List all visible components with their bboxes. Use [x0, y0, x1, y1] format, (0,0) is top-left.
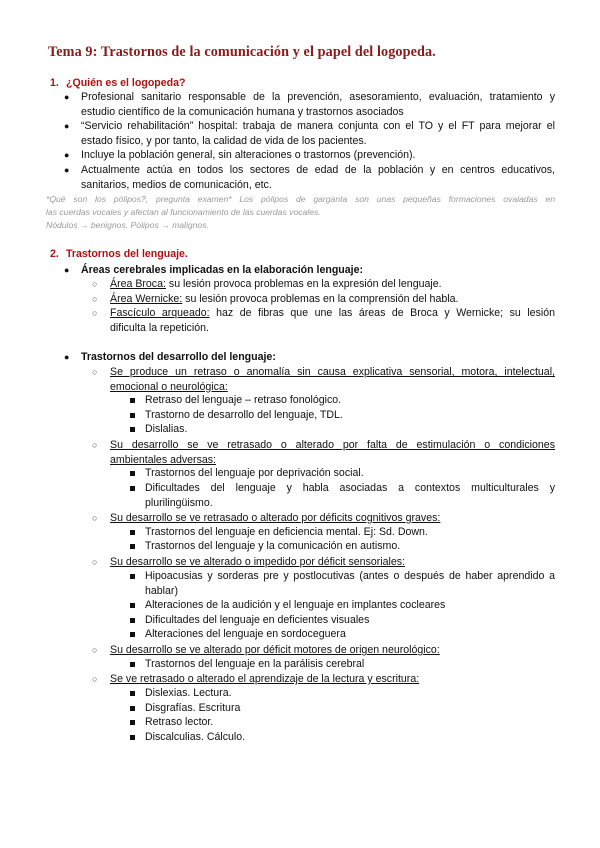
square-bullet-icon: [130, 735, 135, 740]
circle-bullet-icon: ○: [92, 308, 98, 318]
square-bullet-icon: [130, 471, 135, 476]
group-2-line-2: ambientales adversas:: [110, 453, 216, 466]
circle-bullet-icon: ○: [92, 294, 98, 304]
square-bullet-icon: [130, 413, 135, 418]
circle-bullet-icon: ○: [92, 557, 98, 567]
square-bullet-icon: [130, 398, 135, 403]
group-5-item-1: Trastornos del lenguaje en la parálisis cerebral: [145, 658, 365, 670]
square-bullet-icon: [130, 427, 135, 432]
s1-bullet-1-line-1: Profesional sanitario responsable de la prevención, asesoramiento, evaluación, tratamiento y: [81, 91, 555, 103]
bullet-icon: ●: [64, 352, 70, 362]
exam-note-line-2: las cuerdas vocales y afectan al funcionamiento de las cuerdas vocales.: [46, 207, 321, 217]
document-title: Tema 9: Trastornos de la comunicación y el papel del logopeda.: [48, 44, 436, 60]
group-6-item-2: Disgrafías. Escritura: [145, 702, 241, 714]
group-4-item-1-line-1: Hipoacusias y sorderas pre y postlocutivas (antes o después de haber aprendido a: [145, 570, 555, 582]
square-bullet-icon: [130, 574, 135, 579]
square-bullet-icon: [130, 706, 135, 711]
square-bullet-icon: [130, 618, 135, 623]
area-broca-term: Área Broca:: [110, 278, 166, 290]
group-2-item-2-line-2: plurilingüismo.: [145, 496, 213, 509]
square-bullet-icon: [130, 530, 135, 535]
s1-bullet-4-line-2: sanitarios, medios de comunicación, etc.: [81, 178, 272, 191]
square-bullet-icon: [130, 720, 135, 725]
group-4-item-4: Alteraciones del lenguaje en sordoceguera: [145, 628, 346, 640]
square-bullet-icon: [130, 662, 135, 667]
section-1-number: 1.: [50, 77, 59, 89]
group-3-item-1: Trastornos del lenguaje en deficiencia mental. Ej: Sd. Down.: [145, 526, 428, 538]
group-1-line-1: Se produce un retraso o anomalía sin causa explicativa sensorial, motora, intelectual,: [110, 366, 555, 378]
group-4-item-2: Alteraciones de la audición y el lenguaje en implantes cocleares: [145, 599, 446, 611]
group-6-item-3: Retraso lector.: [145, 716, 214, 728]
square-bullet-icon: [130, 603, 135, 608]
bullet-icon: ●: [64, 265, 70, 275]
group-1-item-3: Dislalias.: [145, 423, 188, 435]
group-2-item-1: Trastornos del lenguaje por deprivación social.: [145, 467, 364, 479]
s1-bullet-2-line-2: estado físico, y por tanto, la calidad de vida de los pacientes.: [81, 134, 367, 147]
s1-bullet-3-line-1: Incluye la población general, sin alteraciones o trastornos (prevención).: [81, 149, 416, 161]
group-3-line-1: Su desarrollo se ve retrasado o alterado por déficits cognitivos graves:: [110, 512, 441, 524]
area-wernicke-term: Área Wernicke:: [110, 293, 183, 305]
group-4-item-1-line-2: hablar): [145, 584, 178, 597]
square-bullet-icon: [130, 691, 135, 696]
area-wernicke: [110, 292, 458, 307]
section-2-heading: [50, 248, 188, 260]
area-wernicke-text: su lesión provoca problemas en la comprensión del habla.: [182, 293, 459, 305]
area-fasciculo-term: Fascículo arqueado:: [110, 307, 210, 319]
group-6-line-1: Se ve retrasado o alterado el aprendizaje de la lectura y escritura:: [110, 673, 420, 685]
bullet-icon: ●: [64, 92, 70, 102]
square-bullet-icon: [130, 486, 135, 491]
square-bullet-icon: [130, 632, 135, 637]
group-2-item-2-line-1: Dificultades del lenguaje y habla asociadas a contextos multiculturales y: [145, 482, 555, 494]
circle-bullet-icon: ○: [92, 513, 98, 523]
circle-bullet-icon: ○: [92, 367, 98, 377]
exam-note-line-3: Nódulos → benignos. Pólipos → malignos.: [46, 220, 209, 230]
circle-bullet-icon: ○: [92, 440, 98, 450]
group-3-item-2: Trastornos del lenguaje y la comunicación en autismo.: [145, 540, 401, 552]
circle-bullet-icon: ○: [92, 279, 98, 289]
section-1-title: ¿Quién es el logopeda?: [66, 77, 186, 89]
s1-bullet-2-line-1: “Servicio rehabilitación” hospital: trabaja de manera conjunta con el TO y el FT para mejorar el: [81, 120, 555, 132]
group-6-item-1: Dislexias. Lectura.: [145, 687, 232, 699]
group-1-item-1: Retraso del lenguaje – retraso fonológico.: [145, 394, 342, 406]
group-6-item-4: Discalculias. Cálculo.: [145, 731, 246, 743]
section-2-number: 2.: [50, 248, 59, 260]
group-2-line-1: Su desarrollo se ve retrasado o alterado por falta de estimulación o condiciones: [110, 439, 555, 451]
s1-bullet-1-line-2: estudio científico de la comunicación humana y trastornos asociados: [81, 105, 404, 118]
group-4-line-1: Su desarrollo se ve alterado o impedido por déficit sensoriales:: [110, 556, 406, 568]
circle-bullet-icon: ○: [92, 645, 98, 655]
group-4-item-3: Dificultades del lenguaje en deficientes visuales: [145, 614, 370, 626]
group-1-line-2: emocional o neurológica:: [110, 380, 228, 393]
area-broca: [110, 277, 442, 292]
bullet-icon: ●: [64, 165, 70, 175]
area-fasciculo-line-2: dificulta la repetición.: [110, 321, 209, 334]
group-1-item-2: Trastorno de desarrollo del lenguaje, TDL.: [145, 409, 343, 421]
area-fasciculo-text: haz de fibras que une las áreas de Broca y Wernicke; su lesión: [209, 307, 555, 319]
s1-bullet-4-line-1: Actualmente actúa en todos los sectores de edad de la población y en centros educativos,: [81, 164, 555, 176]
bullet-icon: ●: [64, 150, 70, 160]
group-5-line-1: Su desarrollo se ve alterado por déficit motores de origen neurológico:: [110, 644, 440, 656]
section-1-heading: [50, 77, 186, 89]
brain-areas-heading: Áreas cerebrales implicadas en la elaboración lenguaje:: [81, 264, 364, 276]
square-bullet-icon: [130, 544, 135, 549]
section-2-title: Trastornos del lenguaje.: [66, 248, 188, 260]
development-disorders-heading: Trastornos del desarrollo del lenguaje:: [81, 351, 276, 363]
exam-note-line-1: *Qué son los pólipos?, pregunta examen* Los pólipos de garganta son unas pequeñas formaciones ovaladas en: [46, 194, 555, 204]
circle-bullet-icon: ○: [92, 674, 98, 684]
area-broca-text: su lesión provoca problemas en la expresión del lenguaje.: [165, 278, 442, 290]
bullet-icon: ●: [64, 121, 70, 131]
area-fasciculo: [110, 306, 555, 321]
